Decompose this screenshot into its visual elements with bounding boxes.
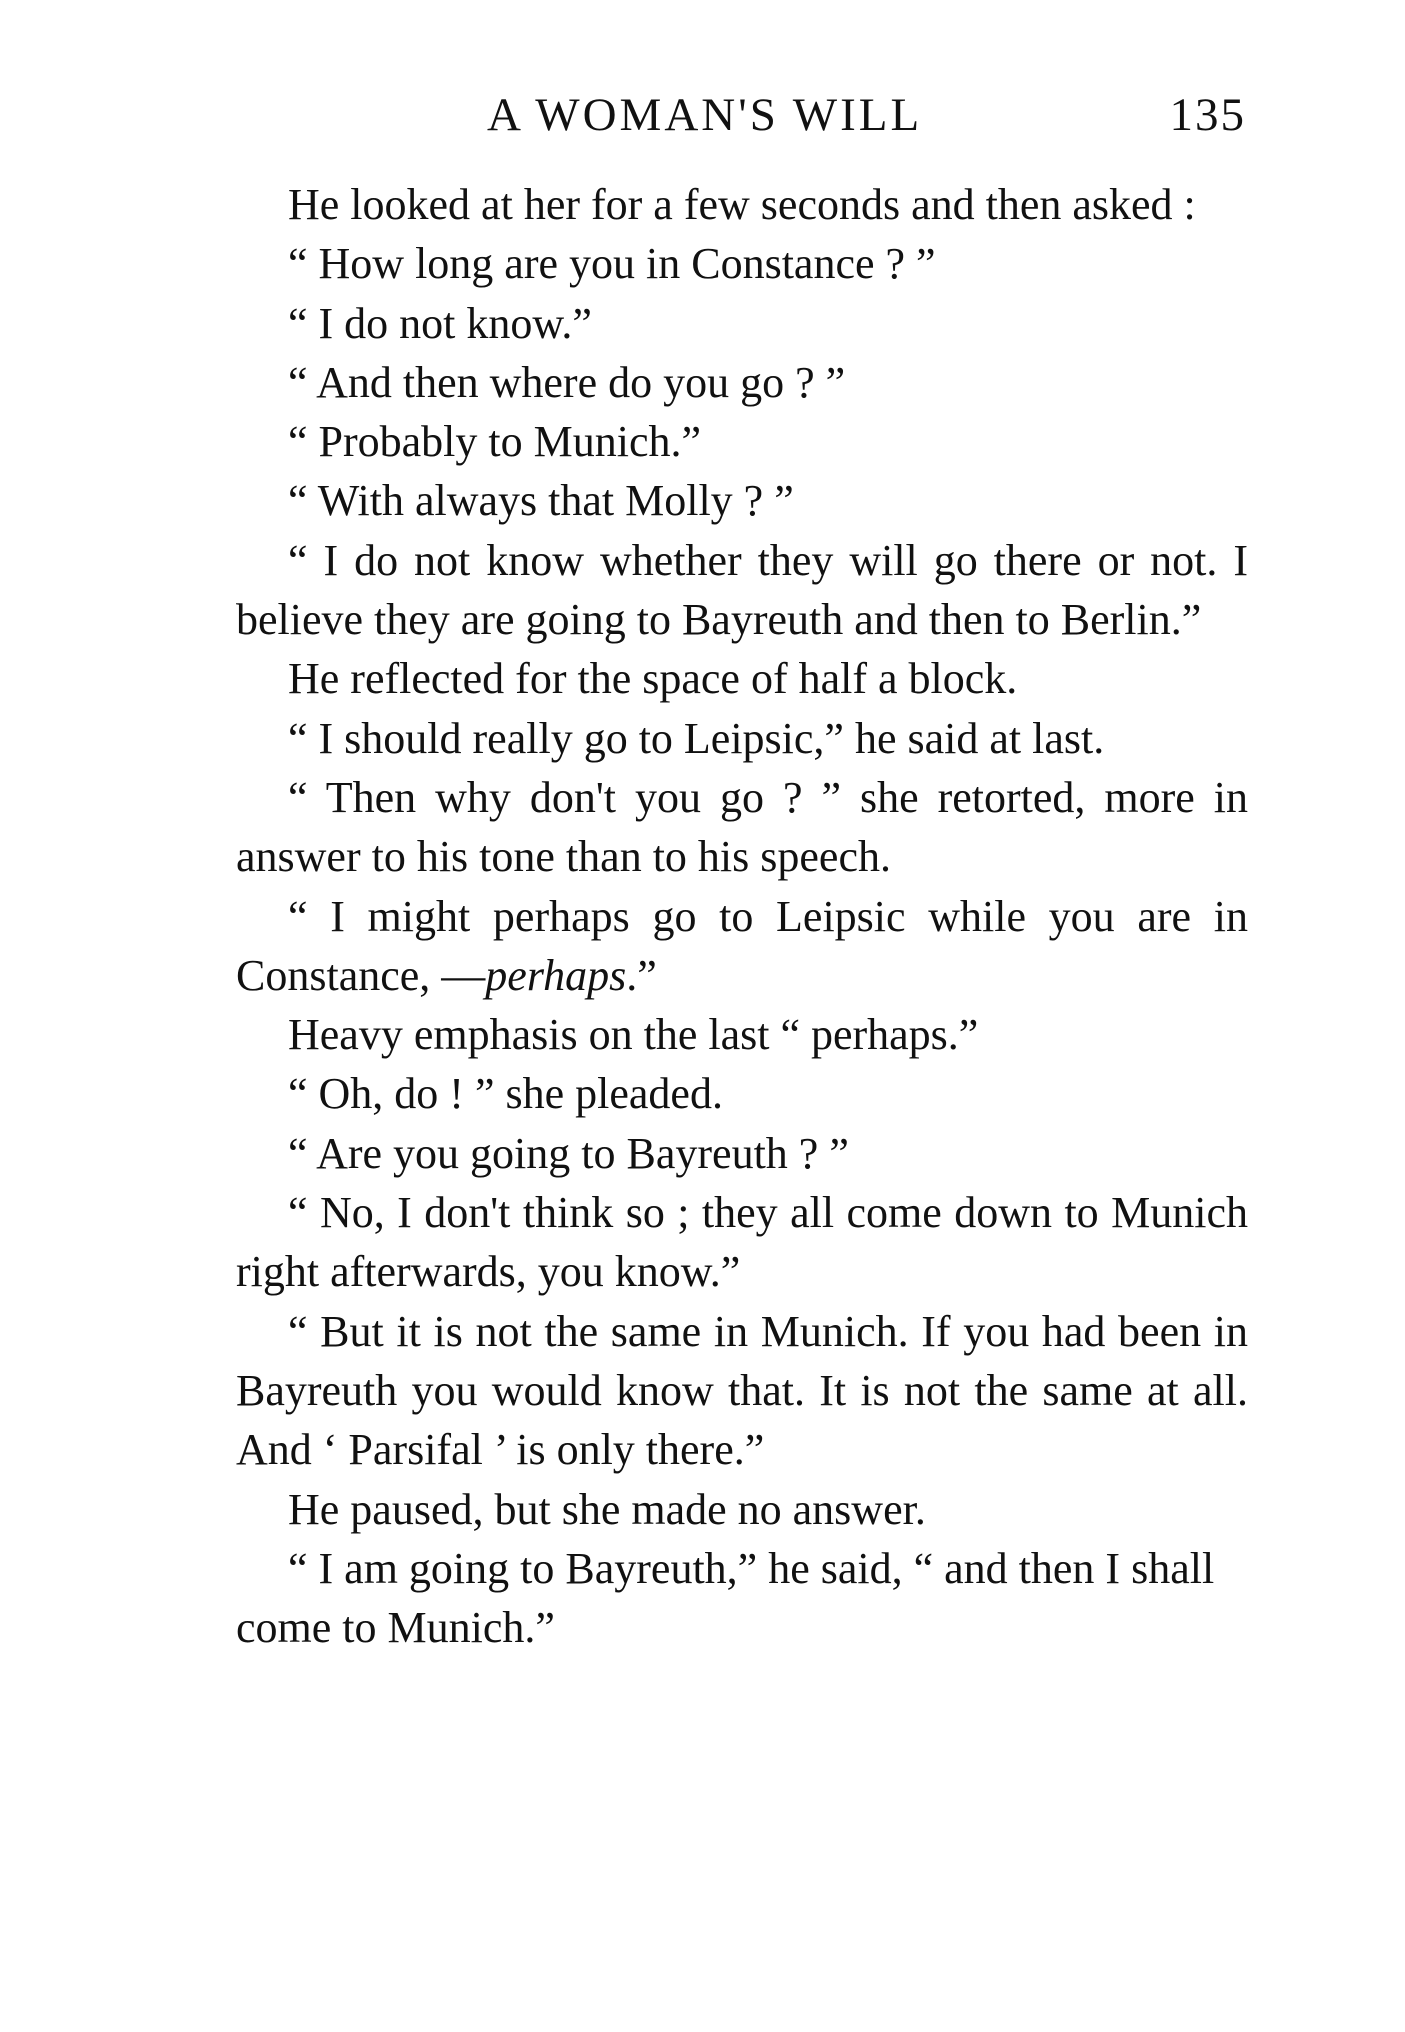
- paragraph: “ How long are you in Constance ? ”: [288, 239, 936, 289]
- running-head: [236, 88, 1246, 148]
- paragraph: Heavy emphasis on the last “ perhaps.”: [288, 1010, 979, 1060]
- italic-emphasis: perhaps: [485, 950, 627, 1000]
- paragraph: “ No, I don't think so ; they all come down to Munich right afterwards, you know.”: [236, 1188, 1248, 1297]
- paragraph: “ And then where do you go ? ”: [288, 357, 846, 407]
- paragraph: “ I should really go to Leipsic,” he said at last.: [288, 713, 1105, 763]
- paragraph: “ I am going to Bayreuth,” he said, “ and then I shall come to Munich.”: [236, 1543, 1215, 1653]
- paragraph-text: .”: [626, 950, 657, 1000]
- page-number: 135: [1169, 89, 1246, 141]
- paragraph: “ Then why don't you go ? ” she retorted, more in answer to his tone than to his speech.: [236, 772, 1248, 882]
- paragraph: He reflected for the space of half a block.: [288, 654, 1018, 704]
- paragraph: “ Probably to Munich.”: [288, 417, 702, 467]
- paragraph: [236, 887, 1248, 1006]
- paragraph: “ I do not know.”: [288, 298, 592, 348]
- paragraph: “ Oh, do ! ” she pleaded.: [288, 1069, 723, 1119]
- paragraph: “ With always that Molly ? ”: [288, 476, 794, 526]
- running-title: A WOMAN'S WILL: [487, 89, 923, 141]
- paragraph: “ I do not know whether they will go there or not. I believe they are going to Bayreuth and then to Berlin.”: [236, 535, 1248, 645]
- body-text: [236, 175, 1248, 1657]
- paragraph: “ But it is not the same in Munich. If you had been in Bayreuth you would know that. It is not the same at all. And ‘ Parsifal ’ is only there.”: [236, 1306, 1248, 1475]
- paragraph: He looked at her for a few seconds and then asked :: [288, 180, 1196, 229]
- paragraph: He paused, but she made no answer.: [288, 1484, 926, 1534]
- paragraph-text: “ I might perhaps go to Leipsic while you are in Constance, —: [236, 891, 1248, 1000]
- paragraph: “ Are you going to Bayreuth ? ”: [288, 1128, 849, 1178]
